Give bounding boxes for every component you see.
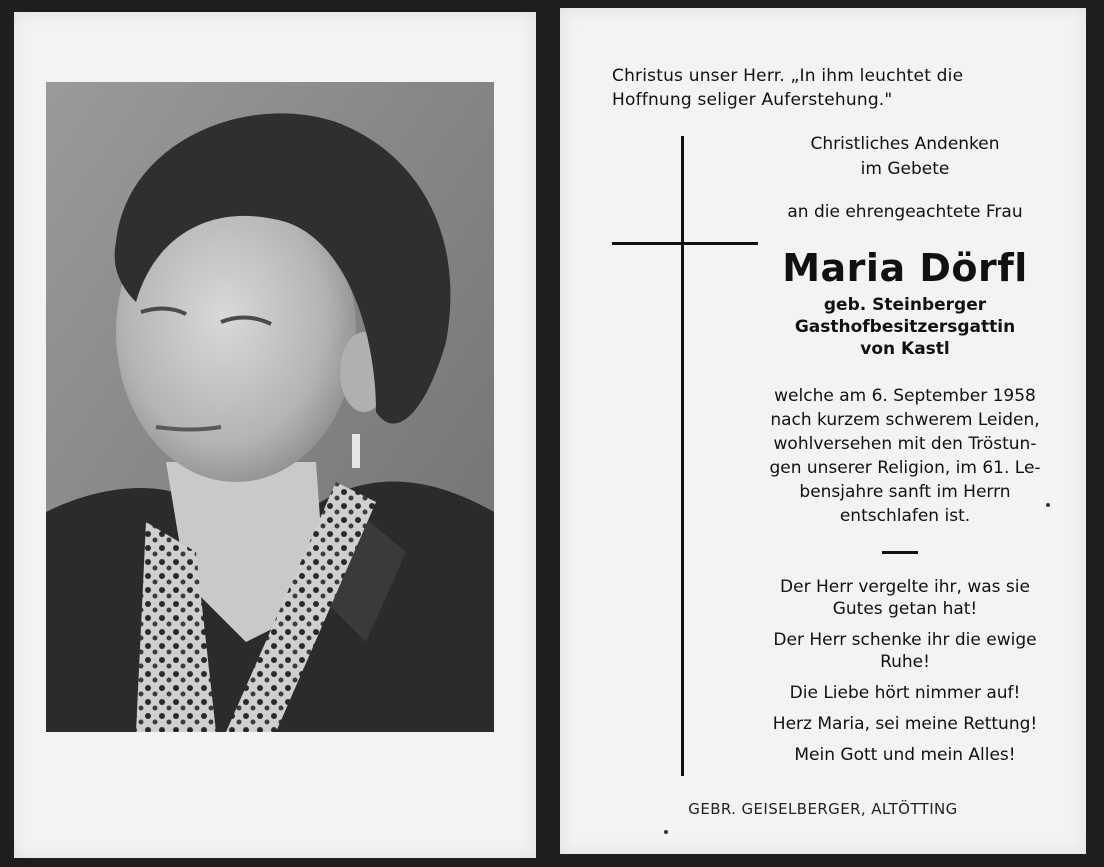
prayer-line: Der Herr vergelte ihr, was sie (780, 577, 1030, 597)
prayer-line: Ruhe! (880, 652, 930, 672)
verse (612, 64, 963, 112)
verse-line: Christus unser Herr. „In ihm leuchtet die (612, 66, 964, 86)
printer-imprint: GEBR. GEISELBERGER, ALTÖTTING (688, 800, 958, 818)
deceased-details (750, 294, 1060, 360)
andenken-line: Christliches Andenken (810, 134, 1000, 154)
prayer (750, 629, 1060, 673)
prayer-line: Die Liebe hört nimmer auf! (789, 683, 1021, 703)
cross-horizontal-bar (612, 242, 758, 245)
biography (750, 384, 1060, 528)
bio-line: gen unserer Religion, im 61. Le- (769, 458, 1041, 478)
portrait-photo (46, 82, 494, 732)
cross-vertical-bar (681, 136, 684, 776)
andenken-heading (750, 132, 1060, 182)
prayer (750, 713, 1060, 735)
verse-line: Hoffnung seliger Auferstehung." (612, 90, 893, 110)
andenken-line: im Gebete (860, 159, 950, 179)
bio-line: welche am 6. September 1958 (774, 386, 1036, 406)
memorial-text-card (560, 8, 1086, 854)
bio-line: entschlafen ist. (839, 506, 971, 526)
portrait-card (14, 12, 536, 858)
detail-line: von Kastl (860, 339, 950, 359)
deceased-name: Maria Dörfl (782, 246, 1028, 290)
prayer-line: Der Herr schenke ihr die ewige (773, 630, 1037, 650)
prayers (750, 576, 1060, 775)
separator-rule (882, 551, 918, 554)
paper-speck (1046, 503, 1050, 507)
portrait-image (46, 82, 494, 732)
prayer-line: Mein Gott und mein Alles! (794, 745, 1016, 765)
prayer (750, 682, 1060, 704)
prayer (750, 744, 1060, 766)
detail-line: geb. Steinberger (823, 295, 987, 315)
prayer-line: Gutes getan hat! (832, 599, 978, 619)
dedication: an die ehrengeachtete Frau (787, 202, 1023, 222)
bio-line: bensjahre sanft im Herrn (799, 482, 1011, 502)
prayer-line: Herz Maria, sei meine Rettung! (772, 714, 1038, 734)
detail-line: Gasthofbesitzersgattin (794, 317, 1016, 337)
paper-speck (664, 830, 668, 834)
bio-line: nach kurzem schwerem Leiden, (770, 410, 1040, 430)
bio-line: wohlversehen mit den Tröstun- (773, 434, 1037, 454)
prayer (750, 576, 1060, 620)
